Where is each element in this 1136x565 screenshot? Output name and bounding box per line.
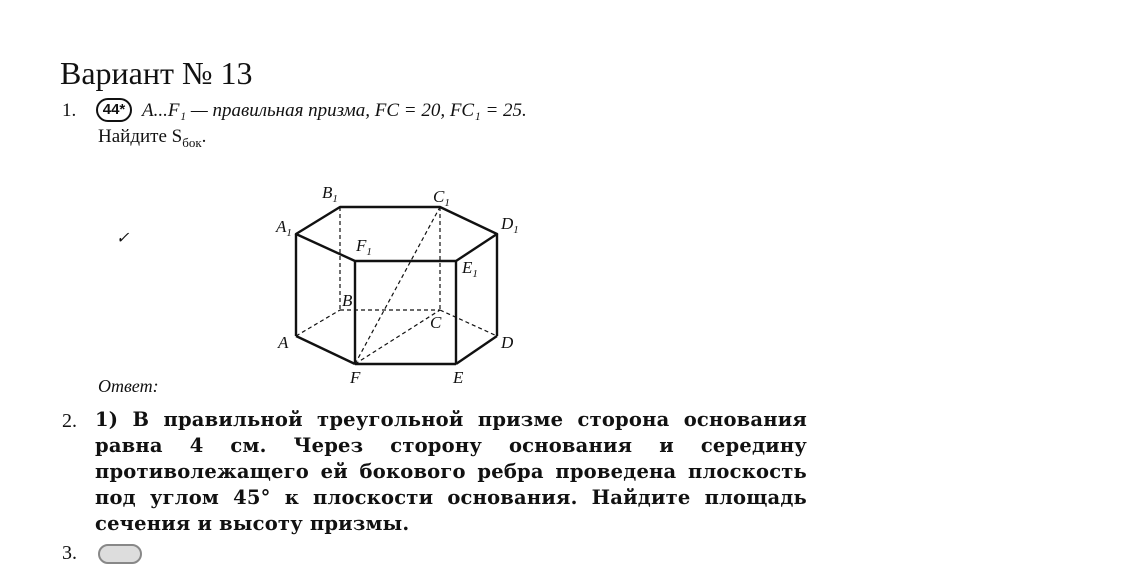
problem-2-text: 1) В правильной треугольной призме сторона основания равна 4 см. Через сторону основания и середину противолежащего ей бокового ребра проведена плоскость под углом 45° к плоскости основания. Найдите площадь сечения и высоту призмы. [95,408,807,535]
problem-1-statement: A...F₁ — правильная призма, FC = 20, FC₁ = 25. [142,100,527,121]
answer-label: Ответ: [98,376,159,396]
difficulty-badge: 44* [96,98,132,122]
label-C: C [430,313,442,332]
label-D1: $D_1$ [501,214,519,236]
problem-1-number: 1. [62,100,77,121]
problem-2-number: 2. [62,410,77,432]
problem-3-badge [98,544,142,564]
label-B: B [342,291,353,310]
question-end: . [201,126,207,147]
edge-CD-hidden [440,310,497,336]
question-subscript: бок [182,134,202,150]
label-C1: $C_1$ [433,187,450,209]
label-E1: $E_1$ [462,258,478,280]
label-D: D [501,333,514,352]
question-text: Найдите S [98,126,183,147]
check-mark: ✓ [116,230,130,247]
label-F: F [350,368,361,387]
edge-ED [456,336,497,364]
diagonal-FC-hidden [355,310,440,364]
label-A1: $A_1$ [276,217,292,239]
label-A: A [278,333,289,352]
label-E: E [453,368,464,387]
page-title: Вариант № 13 [60,55,253,91]
diagonal-FC1-hidden [355,207,440,364]
edge-AF [296,336,355,364]
label-F1: $F_1$ [356,236,372,258]
problem-3-number: 3. [62,542,77,564]
top-face [296,207,497,261]
edge-AB-hidden [296,310,340,336]
label-B1: $B_1$ [322,183,338,205]
